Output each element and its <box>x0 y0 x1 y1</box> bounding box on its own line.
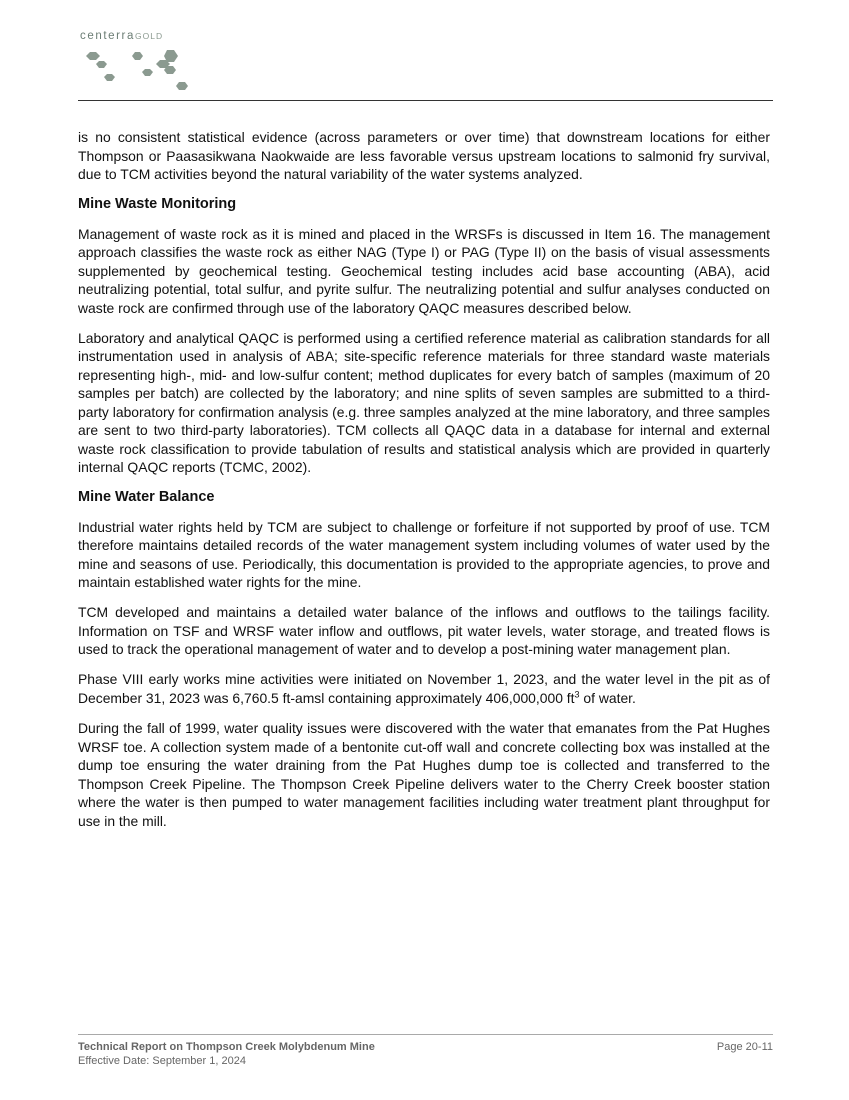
footer-report-title: Technical Report on Thompson Creek Molybdenum Mine <box>78 1041 375 1053</box>
paragraph-salmonid-survival: is no consistent statistical evidence (across parameters or over time) that downstream locations for either Thompson or Paasasikwana Naokwaide are less favorable versus upstream locations to salmonid fry survival, due to TCM activities beyond the natural variability of the water systems analyzed. <box>78 129 770 182</box>
footer-effective-date: Effective Date: September 1, 2024 <box>78 1055 246 1067</box>
paragraph-water-balance: TCM developed and maintains a detailed water balance of the inflows and outflows to the tailings facility. Information on TSF and WRSF water inflow and outflows, pit water levels, water storage, and treated flows is used to track the operational management of water and to develop a post-mining water management plan. <box>78 604 770 658</box>
paragraph-laboratory-qaqc: Laboratory and analytical QAQC is performed using a certified reference material as calibration standards for all instrumentation used in analysis of ABA; site-specific reference materials for three standard waste materials representing high-, mid- and low-sulfur content; method duplicates for every batch of samples (maximum of 20 samples per batch) are collected by the laboratory; and nine splits of seven samples are submitted to a third-party laboratory for confirmation analysis (e.g. three samples analyzed at the mine laboratory, and three samples are sent to two third-party laboratories). TCM collects all QAQC data in a database for internal and external waste rock classification to provide tabulation of results and statistical analysis which are provided in quarterly internal QAQC reports (TCMC, 2002). <box>78 329 770 476</box>
heading-mine-water-balance: Mine Water Balance <box>78 489 215 506</box>
company-logo-text: centerraGOLD <box>80 30 164 42</box>
paragraph-phase-viii: Phase VIII early works mine activities were initiated on November 1, 2023, and the water level in the pit as of December 31, 2023 was 6,760.5 ft-amsl containing approximately 406,000,000 $ft^3$ of water. <box>78 671 770 706</box>
page-footer <box>78 1034 773 1067</box>
footer-page-number: Page 20-11 <box>716 1041 773 1053</box>
heading-mine-waste-monitoring: Mine Waste Monitoring <box>78 196 237 213</box>
paragraph-pat-hughes-toe: During the fall of 1999, water quality issues were discovered with the water that emanates from the Pat Hughes WRSF toe. A collection system made of a bentonite cut-off wall and concrete collecting box was installed at the dump toe ensuring the water draining from the Pat Hughes dump toe is collected and transferred to the Thompson Creek Pipeline. The Thompson Creek Pipeline delivers water to the Cherry Creek booster station where the water is then pumped to water management facilities including water treatment plant throughput for use in the mill. <box>78 720 770 829</box>
hexagon-logo-icon <box>78 44 198 96</box>
document-body <box>78 128 770 842</box>
page-header <box>78 28 773 101</box>
paragraph-water-rights: Industrial water rights held by TCM are subject to challenge or forfeiture if not supported by proof of use. TCM therefore maintains detailed records of the water management system including volumes of water used by the mine and seasons of use. Periodically, this documentation is provided to the appropriate agencies, to prove and maintain established water rights for the mine. <box>78 518 770 591</box>
paragraph-waste-rock-management: Management of waste rock as it is mined and placed in the WRSFs is discussed in Item 16. The management approach classifies the waste rock as either NAG (Type I) or PAG (Type II) on the basis of visual assessments supplemented by geochemical testing. Geochemical testing includes acid base accounting (ABA), acid neutralizing potential, total sulfur, and pyrite sulfur. The neutralizing potential and sulfur analyses conducted on waste rock are confirmed through use of the laboratory QAQC measures described below. <box>78 225 770 316</box>
